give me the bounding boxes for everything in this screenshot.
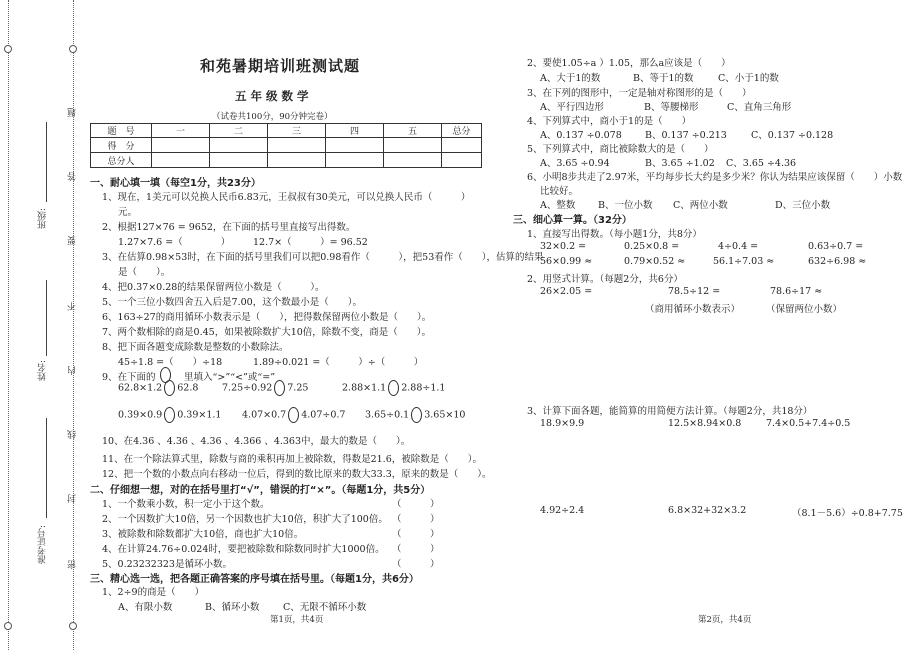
seal-char: 密 bbox=[68, 560, 78, 569]
table-header-cell: 五 bbox=[384, 124, 442, 138]
option-b: B、等腰梯形 bbox=[644, 102, 699, 113]
calc-item: 78.5÷12 = bbox=[668, 286, 721, 297]
seal-char: 封 bbox=[68, 494, 78, 503]
question-text: 1.89÷0.021 =（ ）÷（ ） bbox=[253, 357, 424, 368]
compare-row bbox=[118, 380, 198, 396]
judge-item: 4、在计算24.76÷0.024时，要把被除数和除数同时扩大1000倍。 bbox=[102, 544, 385, 555]
score-cell[interactable] bbox=[442, 153, 482, 168]
hole-circle bbox=[4, 45, 12, 53]
question-text: 9、在下面的 里填入“>”“<”或“=” bbox=[102, 372, 276, 383]
compare-expr: 7.25 bbox=[287, 382, 309, 394]
calc-item: 7.4×0.5+7.4÷0.5 bbox=[766, 418, 851, 429]
name-field[interactable] bbox=[46, 280, 47, 356]
question-text: 2、要使1.05÷a ）1.05，那么a应该是（ ） bbox=[527, 58, 731, 69]
compare-expr: 0.39×0.9 bbox=[118, 409, 163, 421]
table-row bbox=[91, 138, 482, 153]
compare-row bbox=[242, 407, 345, 423]
table-header-cell: 四 bbox=[326, 124, 384, 138]
compare-expr: 62.8×1.2 bbox=[118, 382, 163, 394]
option-b: B、0.137 ÷0.213 bbox=[645, 130, 727, 141]
option-a: A、大于1的数 bbox=[540, 73, 601, 84]
score-table bbox=[90, 123, 482, 168]
question-text: 2、根据127×76 = 9652，在下面的括号里直接写出得数。 bbox=[102, 222, 356, 233]
question-text: 12.7×（ ）= 96.52 bbox=[253, 237, 368, 248]
calc-item: 4.92÷2.4 bbox=[540, 505, 585, 516]
calc-item: 56×0.99 ≈ bbox=[540, 256, 593, 267]
section-title: 三、细心算一算。（32分） bbox=[513, 215, 632, 226]
seal-char: 答 bbox=[68, 172, 78, 181]
seal-char: 题 bbox=[68, 108, 78, 117]
option-d: D、三位小数 bbox=[775, 200, 831, 211]
class-label: 班级: bbox=[38, 208, 48, 230]
compare-expr: 4.07÷0.7 bbox=[301, 409, 346, 421]
calc-item: （8.1－5.6）÷0.8+7.75 bbox=[792, 508, 903, 519]
page-footer: 第2页，共4页 bbox=[698, 615, 752, 625]
compare-oval[interactable] bbox=[411, 407, 422, 423]
question-text: 45÷1.8 =（ ）÷18 bbox=[118, 357, 223, 368]
score-cell[interactable] bbox=[268, 153, 326, 168]
table-header-cell: 一 bbox=[152, 124, 210, 138]
score-cell[interactable] bbox=[326, 153, 384, 168]
score-cell[interactable] bbox=[210, 153, 268, 168]
table-header-cell: 二 bbox=[210, 124, 268, 138]
answer-paren[interactable]: （ ） bbox=[392, 529, 440, 540]
score-cell[interactable] bbox=[326, 138, 384, 153]
calc-item: 6.8×32+32×3.2 bbox=[668, 505, 747, 516]
answer-paren[interactable]: （ ） bbox=[392, 499, 440, 510]
hole-circle bbox=[69, 45, 77, 53]
table-row bbox=[91, 153, 482, 168]
seal-char: 内 bbox=[68, 366, 78, 375]
hole-circle bbox=[4, 622, 12, 630]
compare-expr: 7.25÷0.92 bbox=[222, 382, 273, 394]
score-cell[interactable] bbox=[384, 138, 442, 153]
question-text: 1.27×7.6 =（ ） bbox=[118, 237, 231, 248]
option-a: A、有限小数 bbox=[118, 602, 173, 613]
answer-paren[interactable]: （ ） bbox=[392, 544, 440, 555]
option-c: C、两位小数 bbox=[673, 200, 728, 211]
score-cell[interactable] bbox=[152, 138, 210, 153]
question-text: 5、一个三位小数四舍五入后是7.00，这个数最小是（ ）。 bbox=[102, 297, 362, 308]
calc-item: 12.5×8.94×0.8 bbox=[668, 418, 742, 429]
option-c: C、直角三角形 bbox=[727, 102, 792, 113]
calc-item: 26×2.05 = bbox=[540, 286, 593, 297]
question-text: 是（ ）。 bbox=[118, 267, 171, 278]
calc-item: 0.63÷0.7 = bbox=[808, 241, 864, 252]
hole-circle bbox=[69, 622, 77, 630]
question-text: 1、现在，1美元可以兑换人民币6.83元，王叔叔有30美元，可以兑换人民币（ ） bbox=[102, 192, 471, 203]
question-text: 4、下列算式中，商小于1的是（ ） bbox=[527, 116, 692, 127]
table-header-cell: 题 号 bbox=[91, 124, 152, 138]
outer-cut-line bbox=[8, 0, 9, 650]
option-a: A、3.65 ÷0.94 bbox=[540, 158, 610, 169]
calc-item: 32×0.2 = bbox=[540, 241, 587, 252]
seal-char: 线 bbox=[68, 430, 78, 439]
calc-note: （商用循环小数表示） bbox=[645, 304, 741, 315]
class-field[interactable] bbox=[46, 122, 47, 202]
score-cell[interactable] bbox=[442, 138, 482, 153]
compare-row bbox=[342, 380, 445, 396]
score-cell[interactable] bbox=[268, 138, 326, 153]
calc-note: （保留两位小数） bbox=[766, 304, 843, 315]
option-a: A、0.137 ÷0.078 bbox=[540, 130, 622, 141]
section-title: 二、仔细想一想，对的在括号里打“√”，错误的打“×”。（每题1分，共5分） bbox=[90, 485, 431, 496]
option-c: C、无限不循环小数 bbox=[283, 602, 367, 613]
compare-oval[interactable] bbox=[288, 407, 299, 423]
calc-item: 632÷6.98 ≈ bbox=[808, 256, 867, 267]
option-c: C、0.137 ÷0.128 bbox=[751, 130, 834, 141]
question-text: 7、两个数相除的商是0.45，如果被除数扩大10倍，除数不变，商是（ ）。 bbox=[102, 327, 432, 338]
compare-row bbox=[222, 380, 308, 396]
compare-expr: 2.88÷1.1 bbox=[401, 382, 446, 394]
compare-expr: 4.07×0.7 bbox=[242, 409, 287, 421]
compare-expr: 2.88×1.1 bbox=[342, 382, 387, 394]
question-text: 2、用竖式计算。（每题2分，共6分） bbox=[527, 274, 683, 285]
score-cell[interactable] bbox=[384, 153, 442, 168]
question-text: 比较好。 bbox=[540, 186, 579, 197]
question-text: 10、在4.36 、4.36 、4.36 、4.366 、4.363中，最大的数是（ ）。 bbox=[102, 436, 411, 447]
judge-item: 1、一个数乘小数，积一定小于这个数。 bbox=[102, 499, 270, 510]
compare-oval[interactable] bbox=[164, 380, 175, 396]
row-label: 总分人 bbox=[91, 153, 152, 168]
option-c: C、小于1的数 bbox=[718, 73, 779, 84]
compare-expr: 3.65÷0.1 bbox=[365, 409, 410, 421]
compare-row bbox=[365, 407, 465, 423]
compare-row bbox=[118, 407, 221, 423]
judge-item: 2、一个因数扩大10倍，另一个因数也扩大10倍，积扩大了100倍。 bbox=[102, 514, 388, 525]
option-c: C、3.65 ÷4.36 bbox=[726, 158, 797, 169]
question-text: 3、在估算0.98×53时，在下面的括号里我们可以把0.98看作（ ），把53看作（ ），估算的结果 bbox=[102, 252, 544, 263]
calc-item: 78.6÷17 ≈ bbox=[770, 286, 823, 297]
question-text: 5、下列算式中，商比被除数大的是（ ） bbox=[527, 144, 714, 155]
option-a: A、整数 bbox=[540, 200, 576, 211]
calc-item: 56.1÷7.03 ≈ bbox=[713, 256, 775, 267]
table-row bbox=[91, 124, 482, 138]
exam-note: （试卷共100分，90分钟完卷） bbox=[212, 112, 333, 122]
page-title: 和苑暑期培训班测试题 bbox=[200, 57, 361, 75]
option-b: B、3.65 ÷1.02 bbox=[645, 158, 715, 169]
question-text: 1、直接写出得数。（每小题1分，共8分） bbox=[527, 229, 702, 240]
calc-item: 4÷0.4 = bbox=[718, 241, 759, 252]
subject-title: 五 年 级 数 学 bbox=[235, 89, 309, 103]
question-text: 6、163÷27的商用循环小数表示是（ ），把得数保留两位小数是（ ）。 bbox=[102, 312, 432, 323]
section-title: 一、耐心填一填（每空1分，共23分） bbox=[90, 178, 261, 189]
question-text: 12、把一个数的小数点向右移动一位后，得到的数比原来的数大33.3，原来的数是（ ）。 bbox=[102, 469, 492, 480]
question-text: 8、把下面各题变成除数是整数的小数除法。 bbox=[102, 342, 289, 353]
question-text: 元。 bbox=[118, 207, 138, 218]
inner-cut-line bbox=[73, 0, 74, 650]
question-text: 3、计算下面各题，能简算的用简便方法计算。（每题2分，共18分） bbox=[527, 406, 813, 417]
compare-expr: 3.65×10 bbox=[424, 409, 466, 421]
question-text: 1、2÷9的商是（ ） bbox=[102, 587, 205, 598]
seal-char: 要 bbox=[68, 236, 78, 245]
seal-char: 不 bbox=[68, 302, 78, 311]
judge-item: 5、0.23232323是循环小数。 bbox=[102, 559, 232, 570]
calc-item: 0.25×0.8 = bbox=[624, 241, 680, 252]
judge-item: 3、被除数和除数都扩大10倍，商也扩大10倍。 bbox=[102, 529, 304, 540]
answer-paren[interactable]: （ ） bbox=[392, 514, 440, 525]
section-title: 三、精心选一选，把各题正确答案的序号填在括号里。（每题1分，共6分） bbox=[90, 574, 419, 585]
row-label: 得 分 bbox=[91, 138, 152, 153]
compare-expr: 62.8 bbox=[177, 382, 199, 394]
question-text: 11、在一个除法算式里，除数与商的乘积再加上被除数，得数是21.6，被除数是（ ）。 bbox=[102, 454, 482, 465]
question-text: 4、把0.37×0.28的结果保留两位小数是（ ）。 bbox=[102, 282, 325, 293]
exam-no-field[interactable] bbox=[46, 418, 47, 518]
page-footer: 第1页，共4页 bbox=[270, 615, 324, 625]
question-text: 3、在下列的图形中，一定是轴对称图形的是（ ） bbox=[527, 88, 752, 99]
answer-paren[interactable]: （ ） bbox=[392, 559, 440, 570]
option-a: A、平行四边形 bbox=[540, 102, 604, 113]
calc-item: 18.9×9.9 bbox=[540, 418, 585, 429]
option-b: B、循环小数 bbox=[205, 602, 260, 613]
question-text: 6、小明8步共走了2.97米，平均每步长大约是多少米？你认为结果应该保留（ ）小数 bbox=[527, 172, 903, 183]
option-b: B、等于1的数 bbox=[633, 73, 694, 84]
compare-oval[interactable] bbox=[164, 407, 175, 423]
calc-item: 0.79×0.52 ≈ bbox=[624, 256, 686, 267]
score-cell[interactable] bbox=[152, 153, 210, 168]
option-b: B、一位小数 bbox=[598, 200, 653, 211]
compare-oval[interactable] bbox=[388, 380, 399, 396]
table-header-cell: 总分 bbox=[442, 124, 482, 138]
compare-oval[interactable] bbox=[274, 380, 285, 396]
table-header-cell: 三 bbox=[268, 124, 326, 138]
name-label: 姓名: bbox=[38, 360, 48, 382]
compare-expr: 0.39×1.1 bbox=[177, 409, 222, 421]
exam-no-label: 准考证号: bbox=[38, 525, 48, 565]
score-cell[interactable] bbox=[210, 138, 268, 153]
